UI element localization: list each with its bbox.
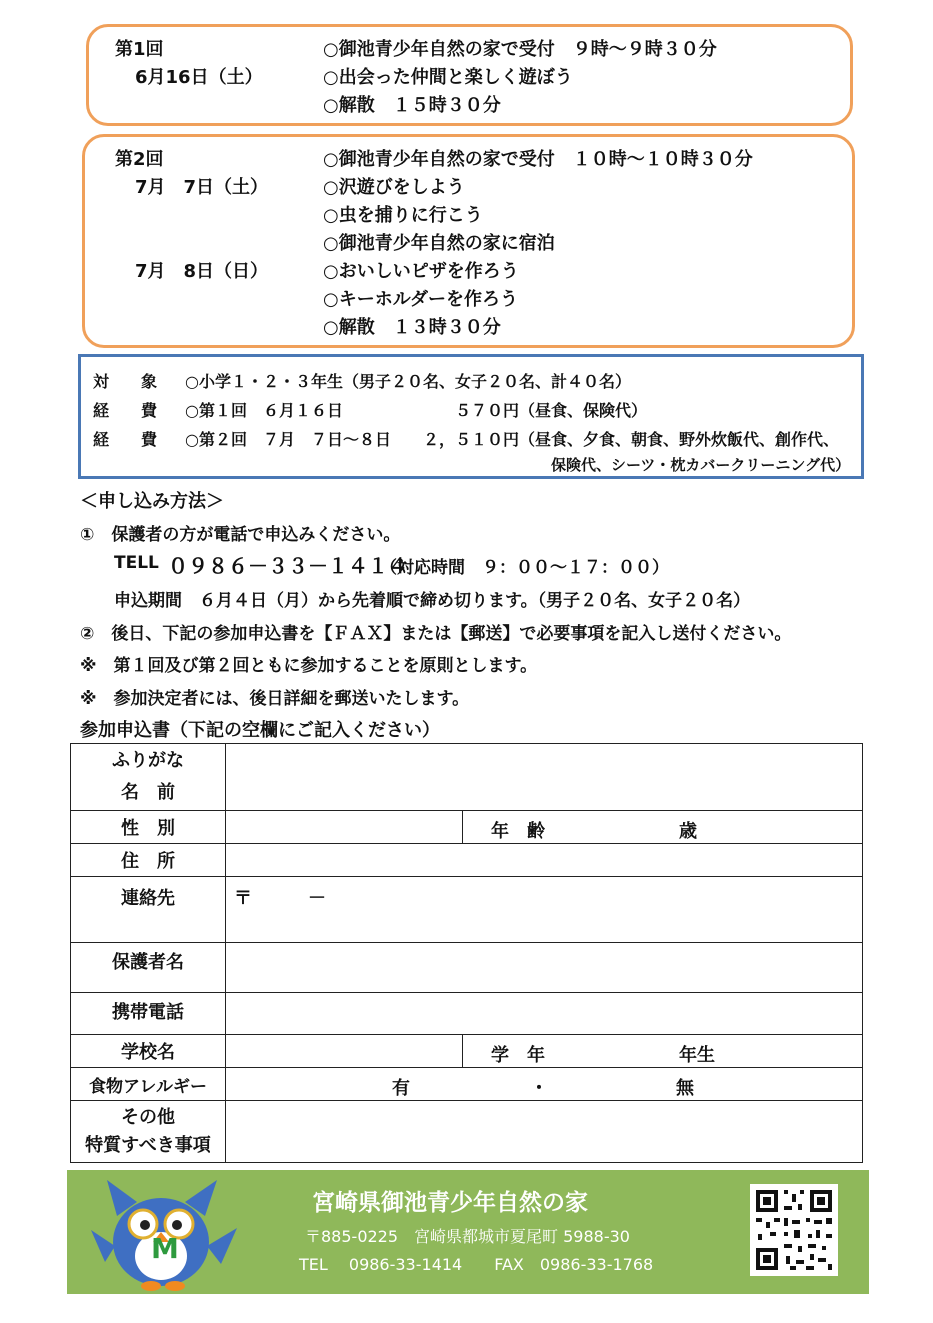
table-row bbox=[71, 844, 863, 877]
application-line2: ② 後日、下記の参加申込書を【ＦＡＸ】または【郵送】で必要事項を記入し送付ください。 bbox=[80, 624, 792, 644]
session2-item: ○虫を捕りに行こう bbox=[323, 205, 483, 226]
session2-item: ○キーホルダーを作ろう bbox=[323, 289, 518, 310]
other-label-line1: その他 bbox=[121, 1106, 175, 1128]
application-period: 申込期間 ６月４日（月）から先着順で締め切ります。（男子２０名、女子２０名） bbox=[114, 591, 751, 611]
mobile-label-text: 携帯電話 bbox=[112, 1002, 184, 1023]
session2-date2: 7月 8日（日） bbox=[135, 261, 269, 282]
table-row bbox=[71, 993, 863, 1035]
application-note1: ※ 第１回及び第２回ともに参加することを原則とします。 bbox=[80, 656, 538, 676]
tel-hours: （対応時間 ９：００～１７：００） bbox=[380, 558, 669, 578]
table-row bbox=[71, 744, 863, 811]
grade-label: 学 年 bbox=[491, 1045, 545, 1066]
mobile-label bbox=[71, 993, 226, 1035]
mobile-field[interactable] bbox=[226, 993, 863, 1035]
name-label: 名 前 bbox=[121, 782, 175, 803]
school-label: 学校名 bbox=[71, 1035, 226, 1068]
footer-address: 〒885-0225 宮崎県都城市夏尾町 5988-30 bbox=[305, 1227, 630, 1246]
footer-banner bbox=[67, 1170, 869, 1294]
other-label-line2: 特質すべき事項 bbox=[85, 1134, 211, 1156]
target-label: 対 象 bbox=[93, 372, 158, 391]
school-field[interactable] bbox=[226, 1035, 463, 1068]
table-row bbox=[71, 1035, 863, 1068]
footer-tel-fax: TEL 0986-33-1414 FAX 0986-33-1768 bbox=[299, 1255, 654, 1274]
allergy-no[interactable]: 無 bbox=[676, 1078, 694, 1099]
age-unit: 歳 bbox=[679, 821, 697, 842]
address-field[interactable] bbox=[226, 844, 863, 877]
mascot-letter: M bbox=[151, 1232, 179, 1265]
session1-date: 6月16日（土） bbox=[135, 67, 263, 88]
allergy-separator: ・ bbox=[530, 1078, 548, 1099]
table-row bbox=[71, 811, 863, 844]
session2-box bbox=[82, 134, 855, 348]
other-label bbox=[71, 1101, 226, 1163]
application-heading: ＜申し込み方法＞ bbox=[80, 491, 224, 512]
tel-number: ０９８６－３３－１４１４ bbox=[168, 554, 408, 578]
session2-item: ○沢遊びをしよう bbox=[323, 177, 465, 198]
session1-box bbox=[86, 24, 853, 126]
fee2-continued: 保険代、シーツ・枕カバークリーニング代） bbox=[551, 456, 851, 474]
tel-label: TELL bbox=[114, 553, 159, 573]
table-row bbox=[71, 943, 863, 993]
fee1-value: ○第１回 ６月１６日 ５７０円（昼食、保険代） bbox=[185, 401, 647, 420]
name-label-cell bbox=[71, 744, 226, 811]
gender-label: 性 別 bbox=[71, 811, 226, 844]
session2-item: ○御池青少年自然の家に宿泊 bbox=[323, 233, 555, 254]
grade-field[interactable] bbox=[463, 1035, 863, 1068]
form-title: 参加申込書（下記の空欄にご記入ください） bbox=[80, 720, 440, 741]
contact-field[interactable] bbox=[226, 877, 863, 943]
age-field[interactable] bbox=[463, 811, 863, 844]
session2-item: ○御池青少年自然の家で受付 １０時～１０時３０分 bbox=[323, 149, 753, 170]
fee2-value: ○第２回 ７月 ７日～８日 ２，５１０円（昼食、夕食、朝食、野外炊飯代、創作代、 bbox=[185, 430, 839, 449]
session1-item: ○解散 １５時３０分 bbox=[323, 95, 501, 116]
fee1-label: 経 費 bbox=[93, 401, 158, 420]
name-field[interactable] bbox=[226, 744, 863, 811]
guardian-label bbox=[71, 943, 226, 993]
session2-date1: 7月 7日（土） bbox=[135, 177, 269, 198]
postal-dash: － bbox=[308, 888, 326, 909]
application-note2: ※ 参加決定者には、後日詳細を郵送いたします。 bbox=[80, 689, 470, 709]
allergy-field[interactable] bbox=[226, 1068, 863, 1101]
target-value: ○小学１・２・３年生（男子２０名、女子２０名、計４０名） bbox=[185, 372, 631, 391]
session2-item: ○解散 １３時３０分 bbox=[323, 317, 501, 338]
application-line1: ① 保護者の方が電話で申込みください。 bbox=[80, 525, 401, 545]
table-row bbox=[71, 877, 863, 943]
grade-unit: 年生 bbox=[679, 1045, 715, 1066]
other-field[interactable] bbox=[226, 1101, 863, 1163]
table-row bbox=[71, 1068, 863, 1101]
table-row bbox=[71, 1101, 863, 1163]
gender-field[interactable] bbox=[226, 811, 463, 844]
allergy-yes[interactable]: 有 bbox=[392, 1078, 410, 1099]
session1-number: 第1回 bbox=[115, 39, 164, 60]
session1-item: ○御池青少年自然の家で受付 ９時～９時３０分 bbox=[323, 39, 717, 60]
age-label: 年 齢 bbox=[491, 821, 545, 842]
address-label: 住 所 bbox=[71, 844, 226, 877]
qr-code-icon[interactable] bbox=[750, 1184, 838, 1276]
guardian-label-text: 保護者名 bbox=[112, 952, 184, 973]
session2-item: ○おいしいピザを作ろう bbox=[323, 261, 519, 282]
info-box bbox=[78, 354, 864, 479]
session1-item: ○出会った仲間と楽しく遊ぼう bbox=[323, 67, 573, 88]
application-form bbox=[70, 743, 863, 1163]
fee2-label: 経 費 bbox=[93, 430, 158, 449]
session2-number: 第2回 bbox=[115, 149, 164, 170]
furigana-label: ふりがな bbox=[112, 750, 184, 771]
footer-title: 宮崎県御池青少年自然の家 bbox=[312, 1190, 588, 1216]
allergy-label: 食物アレルギー bbox=[71, 1068, 226, 1101]
contact-label bbox=[71, 877, 226, 943]
contact-label-text: 連絡先 bbox=[121, 888, 175, 909]
guardian-field[interactable] bbox=[226, 943, 863, 993]
postal-mark: 〒 bbox=[234, 888, 252, 909]
